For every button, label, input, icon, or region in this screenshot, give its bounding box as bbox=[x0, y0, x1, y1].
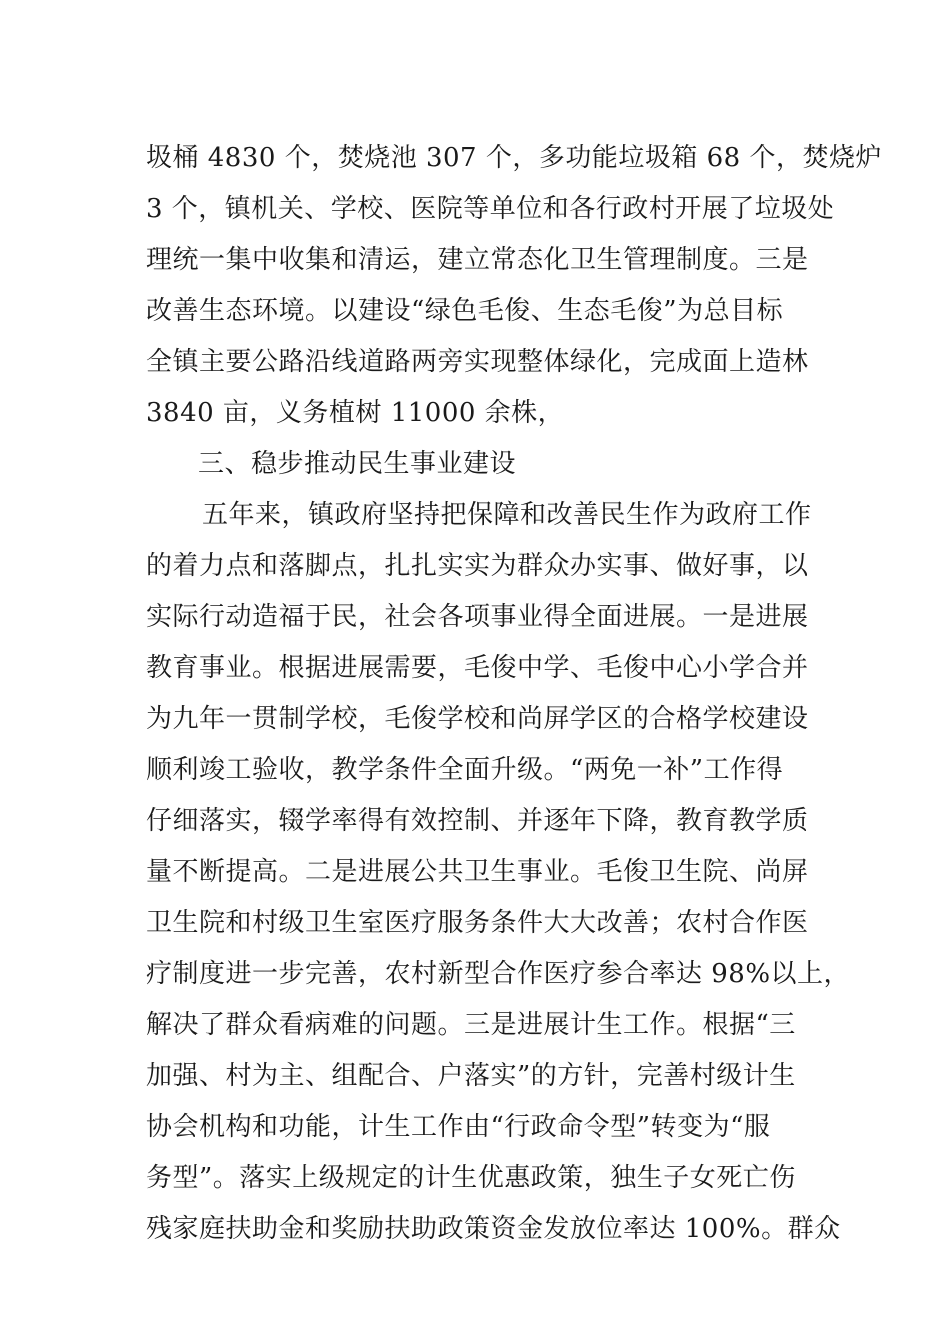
text-line: 仔细落实，辍学率得有效控制、并逐年下降，教育教学质 bbox=[146, 806, 809, 836]
text-line: 量不断提高。二是进展公共卫生事业。毛俊卫生院、尚屏 bbox=[146, 857, 809, 887]
text-line: 务型”。落实上级规定的计生优惠政策，独生子女死亡伤 bbox=[146, 1163, 796, 1193]
text-line: 卫生院和村级卫生室医疗服务条件大大改善；农村合作医 bbox=[146, 908, 809, 938]
text-line: 圾桶 4830 个，焚烧池 307 个，多功能垃圾箱 68 个，焚烧炉 bbox=[146, 143, 882, 173]
text-line: 理统一集中收集和清运，建立常态化卫生管理制度。三是 bbox=[146, 245, 809, 275]
text-line: 改善生态环境。以建设“绿色毛俊、生态毛俊”为总目标 bbox=[146, 296, 784, 326]
text-line: 为九年一贯制学校，毛俊学校和尚屏学区的合格学校建设 bbox=[146, 704, 809, 734]
text-line: 顺利竣工验收，教学条件全面升级。“两免一补”工作得 bbox=[146, 755, 784, 785]
text-line: 全镇主要公路沿线道路两旁实现整体绿化，完成面上造林 bbox=[146, 347, 809, 377]
text-line: 3840 亩，义务植树 11000 余株， bbox=[146, 398, 565, 428]
body-text bbox=[146, 133, 882, 1255]
text-line: 残家庭扶助金和奖励扶助政策资金发放位率达 100%。群众 bbox=[146, 1214, 841, 1244]
text-line: 实际行动造福于民，社会各项事业得全面进展。一是进展 bbox=[146, 602, 809, 632]
text-line: 协会机构和功能，计生工作由“行政命令型”转变为“服 bbox=[146, 1112, 771, 1142]
text-line: 加强、村为主、组配合、户落实”的方针，完善村级计生 bbox=[146, 1061, 796, 1091]
text-line: 疗制度进一步完善，农村新型合作医疗参合率达 98%以上， bbox=[146, 959, 851, 989]
text-line: 的着力点和落脚点，扎扎实实为群众办实事、做好事，以 bbox=[146, 551, 809, 581]
text-line: 3 个，镇机关、学校、医院等单位和各行政村开展了垃圾处 bbox=[146, 194, 835, 224]
text-line: 解决了群众看病难的问题。三是进展计生工作。根据“三 bbox=[146, 1010, 796, 1040]
text-line: 教育事业。根据进展需要，毛俊中学、毛俊中心小学合并 bbox=[146, 653, 809, 683]
section-heading: 三、稳步推动民生事业建设 bbox=[198, 449, 517, 479]
text-line: 五年来，镇政府坚持把保障和改善民生作为政府工作 bbox=[202, 500, 812, 530]
